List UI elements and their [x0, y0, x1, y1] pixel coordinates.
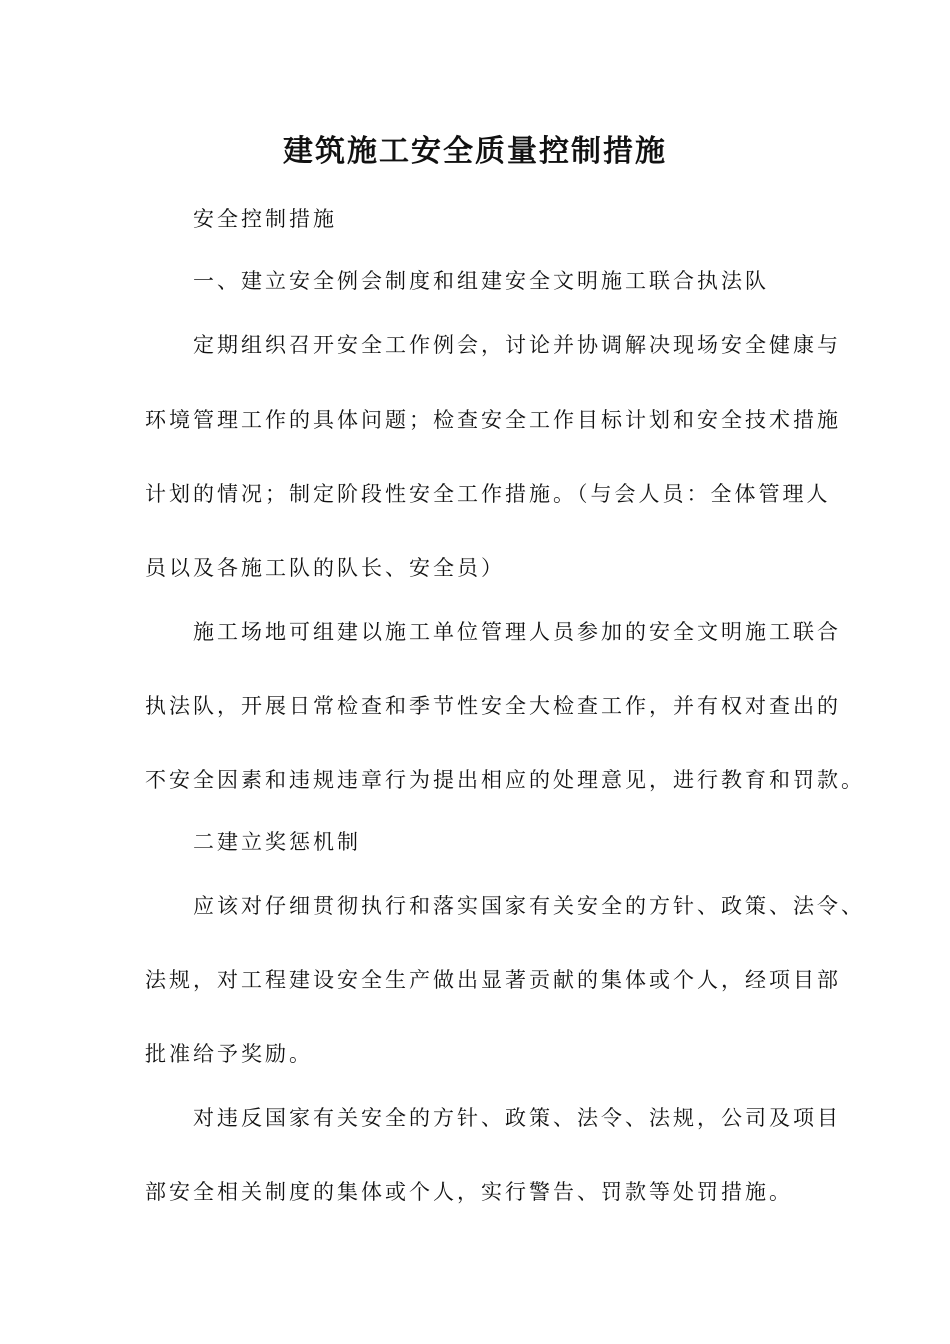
- paragraph-line: 定期组织召开安全工作例会，讨论并协调解决现场安全健康与: [193, 333, 841, 357]
- paragraph-line: 执法队，开展日常检查和季节性安全大检查工作，并有权对查出的: [145, 694, 841, 718]
- paragraph-line: 不安全因素和违规违章行为提出相应的处理意见，进行教育和罚款。: [145, 768, 865, 792]
- paragraph-line: 计划的情况；制定阶段性安全工作措施。（与会人员：全体管理人: [145, 482, 831, 506]
- subheading-reward-punishment: 二建立奖惩机制: [193, 830, 361, 854]
- section-heading-safety-control: 安全控制措施: [193, 207, 337, 231]
- paragraph-line: 批准给予奖励。: [145, 1042, 313, 1066]
- paragraph-line: 对违反国家有关安全的方针、政策、法令、法规，公司及项目: [193, 1106, 841, 1130]
- paragraph-line: 员以及各施工队的队长、安全员）: [145, 556, 505, 580]
- paragraph-line: 施工场地可组建以施工单位管理人员参加的安全文明施工联合: [193, 620, 841, 644]
- paragraph-line: 法规，对工程建设安全生产做出显著贡献的集体或个人，经项目部: [145, 968, 841, 992]
- subheading-safety-meeting: 一、建立安全例会制度和组建安全文明施工联合执法队: [193, 269, 769, 293]
- paragraph-line: 环境管理工作的具体问题；检查安全工作目标计划和安全技术措施: [145, 408, 841, 432]
- document-title: 建筑施工安全质量控制措施: [283, 134, 667, 169]
- paragraph-line: 部安全相关制度的集体或个人，实行警告、罚款等处罚措施。: [145, 1180, 793, 1204]
- paragraph-line: 应该对仔细贯彻执行和落实国家有关安全的方针、政策、法令、: [193, 894, 865, 918]
